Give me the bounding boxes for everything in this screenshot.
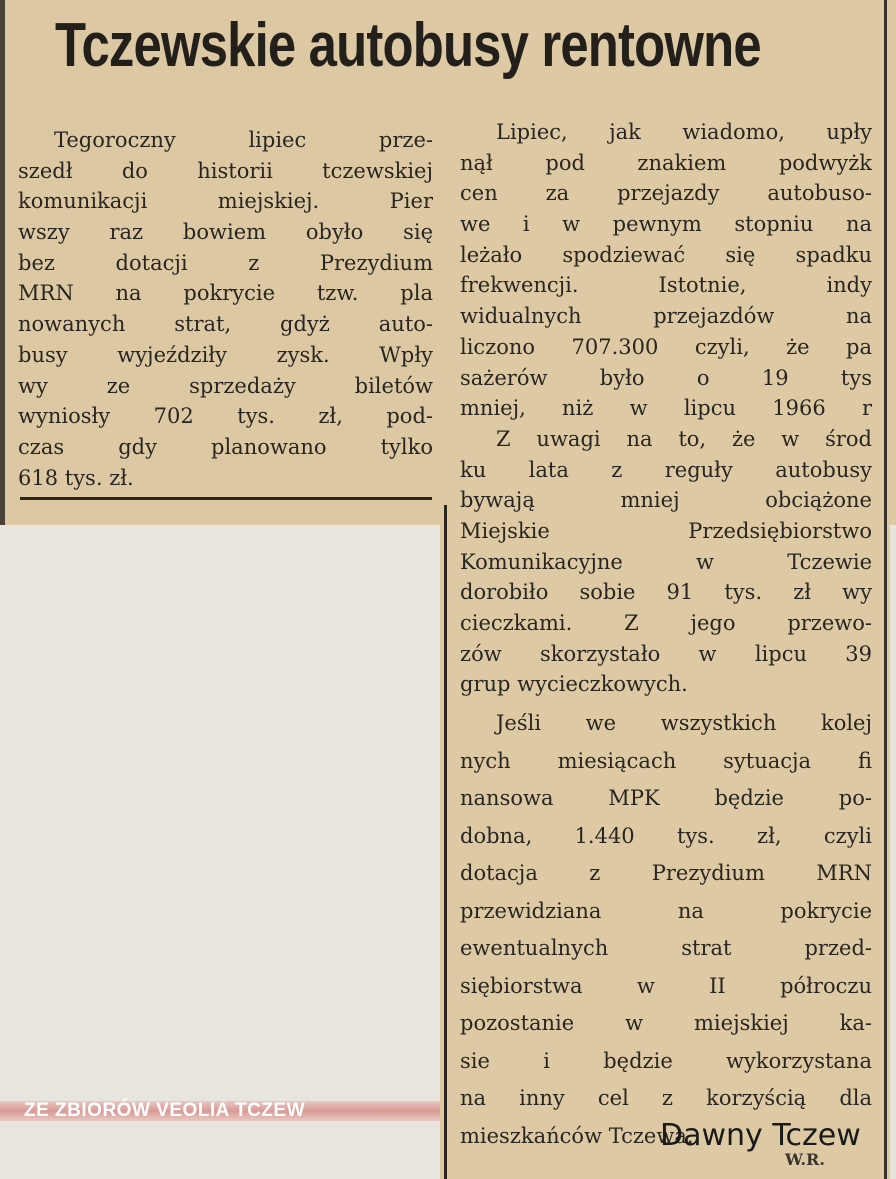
text-line: Miejskie Przedsiębiorstwo (460, 518, 872, 543)
column-rule-right (884, 0, 887, 1179)
text-line: frekwencji. Istotnie, indy (460, 273, 872, 298)
text-line: leżało spodziewać się spadku (460, 242, 872, 267)
text-line: grup wycieczkowych. (460, 672, 688, 697)
author-signature: W.R. (785, 1150, 825, 1169)
text-line: dobna, 1.440 tys. zł, czyli (460, 823, 872, 848)
vertical-rule (444, 505, 447, 1179)
text-line: Lipiec, jak wiadomo, upły (496, 120, 872, 144)
article-right-column-continued (460, 705, 872, 1155)
text-line: ku lata z reguły autobusy (460, 457, 872, 482)
text-line: mieszkańców Tczewa. (460, 1123, 694, 1148)
text-line: wyniosły 702 tys. zł, pod- (18, 404, 433, 429)
text-line: mniej, niż w lipcu 1966 r (460, 396, 872, 421)
text-line: siębiorstwa w II półroczu (460, 973, 872, 998)
text-line: nął pod znakiem podwyżk (460, 150, 872, 175)
text-line: na inny cel z korzyścią dla (460, 1086, 872, 1110)
text-line: Komunikacyjne w Tczewie (460, 549, 872, 574)
text-line: dotacja z Prezydium MRN (460, 861, 872, 885)
credit-text: Dawny Tczew (660, 1118, 861, 1153)
text-line: widualnych przejazdów na (460, 304, 872, 329)
article-title: Tczewskie autobusy rentowne (55, 11, 761, 80)
text-line: liczono 707.300 czyli, że pa (460, 334, 872, 359)
text-line: 618 tys. zł. (18, 465, 134, 490)
text-line: bywają mniej obciążone (460, 488, 872, 513)
article-left-column (18, 125, 433, 493)
text-line: wszy raz bowiem obyło się (18, 220, 433, 245)
text-line: czas gdy planowano tylko (18, 434, 433, 459)
text-line: pozostanie w miejskiej ka- (460, 1011, 872, 1035)
text-line: cieczkami. Z jego przewo- (460, 611, 872, 635)
text-line: nansowa MPK będzie po- (460, 786, 872, 810)
article-right-column (460, 117, 872, 700)
text-line: zów skorzystało w lipcu 39 (460, 641, 872, 666)
text-line: Z uwagi na to, że w środ (496, 426, 872, 451)
text-line: MRN na pokrycie tzw. pla (18, 281, 433, 306)
watermark-text: ZE ZBIORÓW VEOLIA TCZEW (24, 1100, 305, 1121)
backing-paper (0, 525, 440, 1179)
text-line: bez dotacji z Prezydium (18, 250, 433, 275)
text-line: Tegoroczny lipiec prze- (54, 128, 433, 152)
text-line: nych miesiącach sytuacja fi (460, 748, 872, 773)
text-line: nowanych strat, gdyż auto- (18, 312, 433, 337)
text-line: Jeśli we wszystkich kolej (496, 711, 872, 735)
text-line: sażerów było o 19 tys (460, 365, 872, 390)
text-line: szedł do historii tczewskiej (18, 158, 433, 183)
text-line: wy ze sprzedaży biletów (18, 373, 433, 398)
text-line: przewidziana na pokrycie (460, 898, 872, 923)
text-line: ewentualnych strat przed- (460, 936, 872, 960)
text-line: busy wyjeździły zysk. Wpły (18, 342, 433, 367)
scan-edge (0, 0, 5, 525)
text-line: sie i będzie wykorzystana (460, 1048, 872, 1073)
text-line: we i w pewnym stopniu na (460, 212, 872, 237)
horizontal-rule (20, 497, 432, 500)
text-line: komunikacji miejskiej. Pier (18, 189, 433, 214)
watermark-band (0, 1101, 440, 1121)
text-line: cen za przejazdy autobuso- (460, 181, 872, 206)
text-line: dorobiło sobie 91 tys. zł wy (460, 580, 872, 605)
